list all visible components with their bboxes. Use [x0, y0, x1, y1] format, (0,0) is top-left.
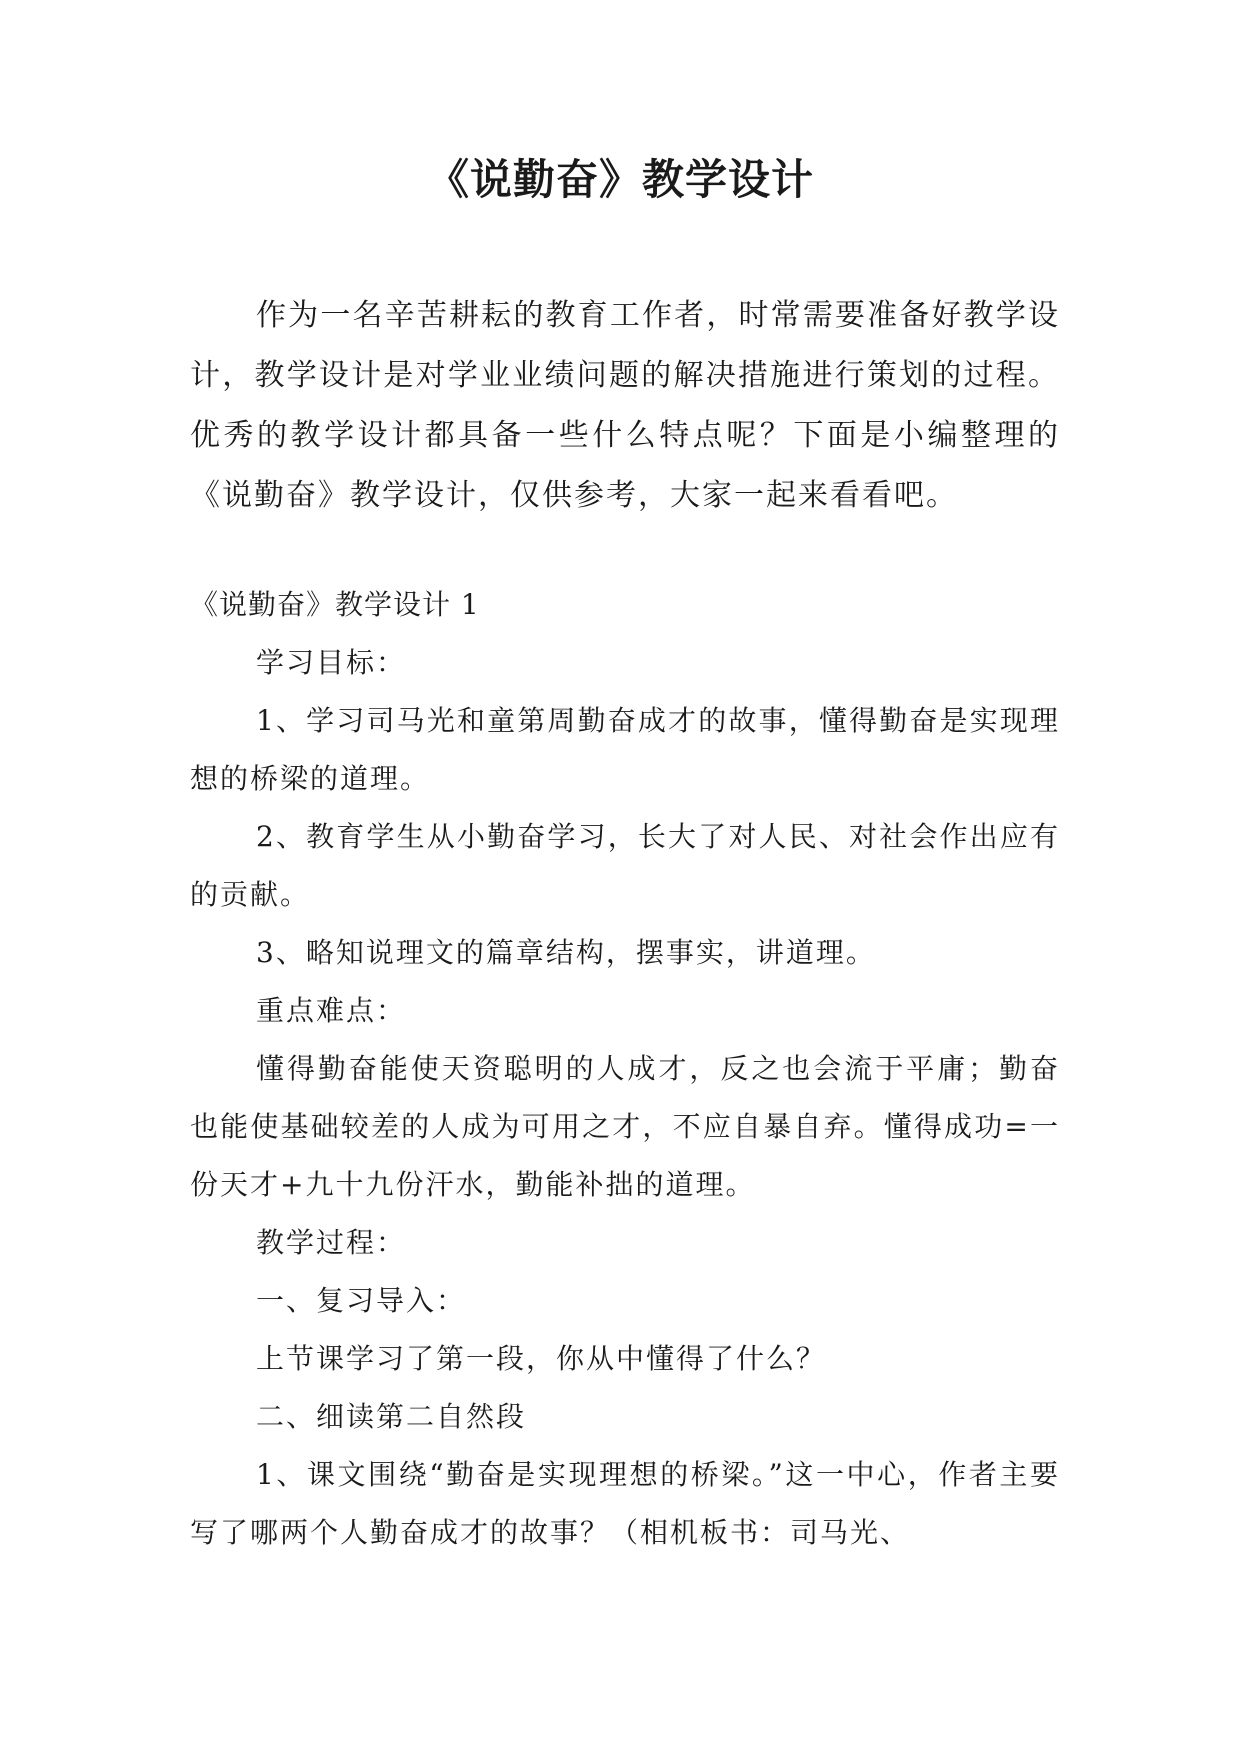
intro-paragraph: 作为一名辛苦耕耘的教育工作者，时常需要准备好教学设计，教学设计是对学业业绩问题的解决措施进行策划的过程。优秀的教学设计都具备一些什么特点呢？下面是小编整理的《说勤奋》教学设计，仅供参考，大家一起来看看吧。 [190, 298, 1060, 513]
second-paragraph-heading: 二、细读第二自然段 [256, 1400, 527, 1433]
document-title: 《说勤奋》教学设计 [426, 155, 814, 204]
goal-item-2: 2、教育学生从小勤奋学习，长大了对人民、对社会作出应有的贡献。 [190, 820, 1060, 911]
review-text: 上节课学习了第一段，你从中懂得了什么？ [256, 1342, 827, 1375]
teaching-process-heading: 教学过程： [256, 1226, 407, 1259]
review-heading: 一、复习导入： [256, 1284, 467, 1317]
document-body [190, 576, 1060, 1562]
learning-goals-heading: 学习目标： [256, 646, 407, 679]
section-heading: 《说勤奋》教学设计 1 [190, 588, 480, 621]
goal-item-3: 3、略知说理文的篇章结构，摆事实，讲道理。 [256, 936, 876, 969]
key-points-heading: 重点难点： [256, 994, 407, 1027]
second-paragraph-item-1: 1、课文围绕“勤奋是实现理想的桥梁。”这一中心，作者主要写了哪两个人勤奋成才的故事？（相机板书：司马光、 [190, 1458, 1060, 1549]
goal-item-1: 1、学习司马光和童第周勤奋成才的故事，懂得勤奋是实现理想的桥梁的道理。 [190, 704, 1060, 795]
key-points-text: 懂得勤奋能使天资聪明的人成才，反之也会流于平庸；勤奋也能使基础较差的人成为可用之才，不应自暴自弃。懂得成功=一份天才+九十九份汗水，勤能补拙的道理。 [190, 1052, 1060, 1201]
